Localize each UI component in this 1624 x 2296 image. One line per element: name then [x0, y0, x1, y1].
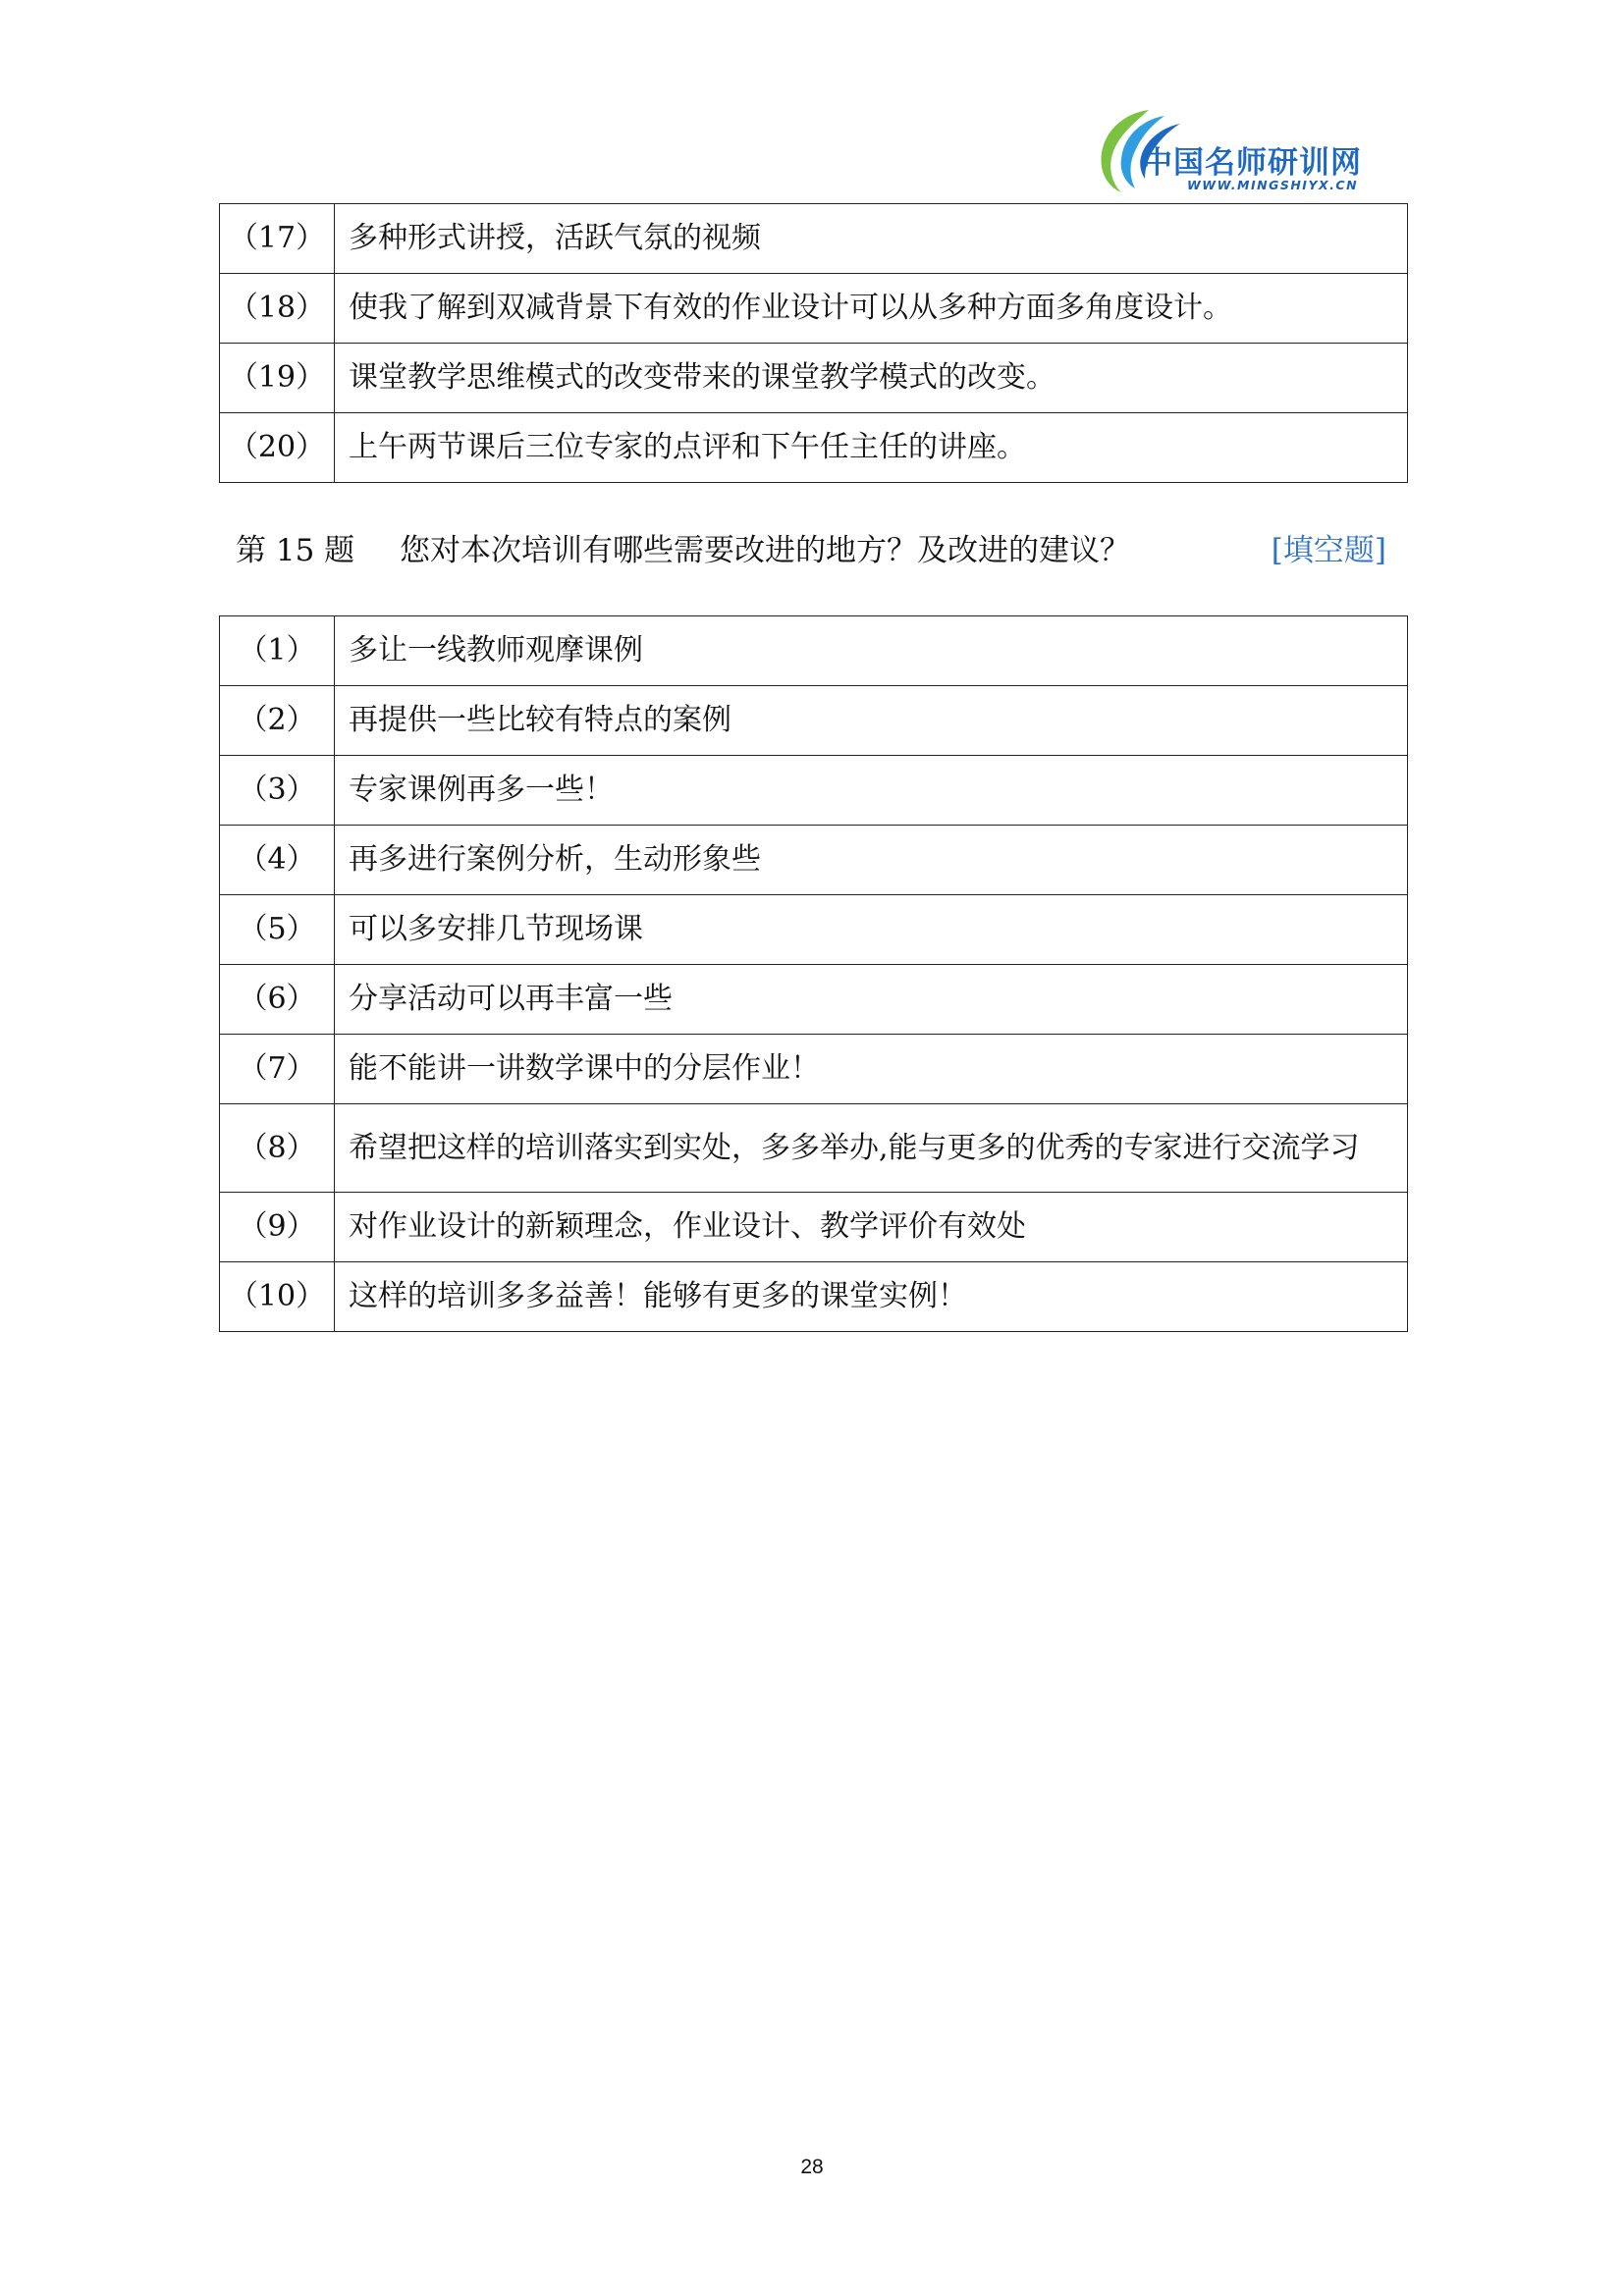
table-row: [220, 686, 1408, 756]
row-text: 课堂教学思维模式的改变带来的课堂教学模式的改变。: [335, 344, 1408, 413]
table-row: [220, 344, 1408, 413]
row-text: 上午两节课后三位专家的点评和下午任主任的讲座。: [335, 413, 1408, 483]
row-text: 这样的培训多多益善！能够有更多的课堂实例！: [335, 1262, 1408, 1332]
row-number: （5）: [220, 895, 335, 965]
table-row: [220, 826, 1408, 895]
table-row: [220, 1193, 1408, 1262]
row-text: 可以多安排几节现场课: [335, 895, 1408, 965]
row-number: （17）: [220, 204, 335, 274]
row-text: 再提供一些比较有特点的案例: [335, 686, 1408, 756]
previous-answers-table: [219, 203, 1408, 483]
table-row: [220, 616, 1408, 686]
question-type-label: [填空题]: [1271, 533, 1386, 568]
row-number: （19）: [220, 344, 335, 413]
row-text: 多种形式讲授，活跃气氛的视频: [335, 204, 1408, 274]
table-row: [220, 1104, 1408, 1193]
site-logo: [1090, 106, 1404, 204]
row-number: （4）: [220, 826, 335, 895]
table-row: [220, 274, 1408, 344]
page-number: 28: [800, 2156, 824, 2178]
q15-answers-table: [219, 615, 1408, 1332]
table-row: [220, 413, 1408, 483]
question-number: 第 15 题: [236, 533, 355, 568]
row-text: 专家课例再多一些！: [335, 756, 1408, 826]
table-row: [220, 204, 1408, 274]
row-text: 再多进行案例分析，生动形象些: [335, 826, 1408, 895]
logo-url: WWW.MINGSHIYX.CN: [1187, 178, 1359, 192]
table-row: [220, 756, 1408, 826]
row-number: （18）: [220, 274, 335, 344]
row-text: 分享活动可以再丰富一些: [335, 965, 1408, 1035]
question-text: 您对本次培训有哪些需要改进的地方？及改进的建议？: [400, 533, 1130, 568]
row-text: 能不能讲一讲数学课中的分层作业！: [335, 1035, 1408, 1104]
row-number: （9）: [220, 1193, 335, 1262]
row-number: （3）: [220, 756, 335, 826]
table-row: [220, 1035, 1408, 1104]
table-row: [220, 895, 1408, 965]
row-text: 对作业设计的新颖理念，作业设计、教学评价有效处: [335, 1193, 1408, 1262]
row-number: （1）: [220, 616, 335, 686]
row-text: 希望把这样的培训落实到实处，多多举办,能与更多的优秀的专家进行交流学习: [335, 1104, 1408, 1193]
row-number: （20）: [220, 413, 335, 483]
table-row: [220, 1262, 1408, 1332]
row-text: 多让一线教师观摩课例: [335, 616, 1408, 686]
row-number: （10）: [220, 1262, 335, 1332]
row-number: （8）: [220, 1104, 335, 1193]
row-number: （2）: [220, 686, 335, 756]
table-row: [220, 965, 1408, 1035]
question-heading: [236, 530, 1394, 571]
row-number: （7）: [220, 1035, 335, 1104]
row-text: 使我了解到双减背景下有效的作业设计可以从多种方面多角度设计。: [335, 274, 1408, 344]
logo-name: 中国名师研训网: [1142, 145, 1362, 181]
row-number: （6）: [220, 965, 335, 1035]
